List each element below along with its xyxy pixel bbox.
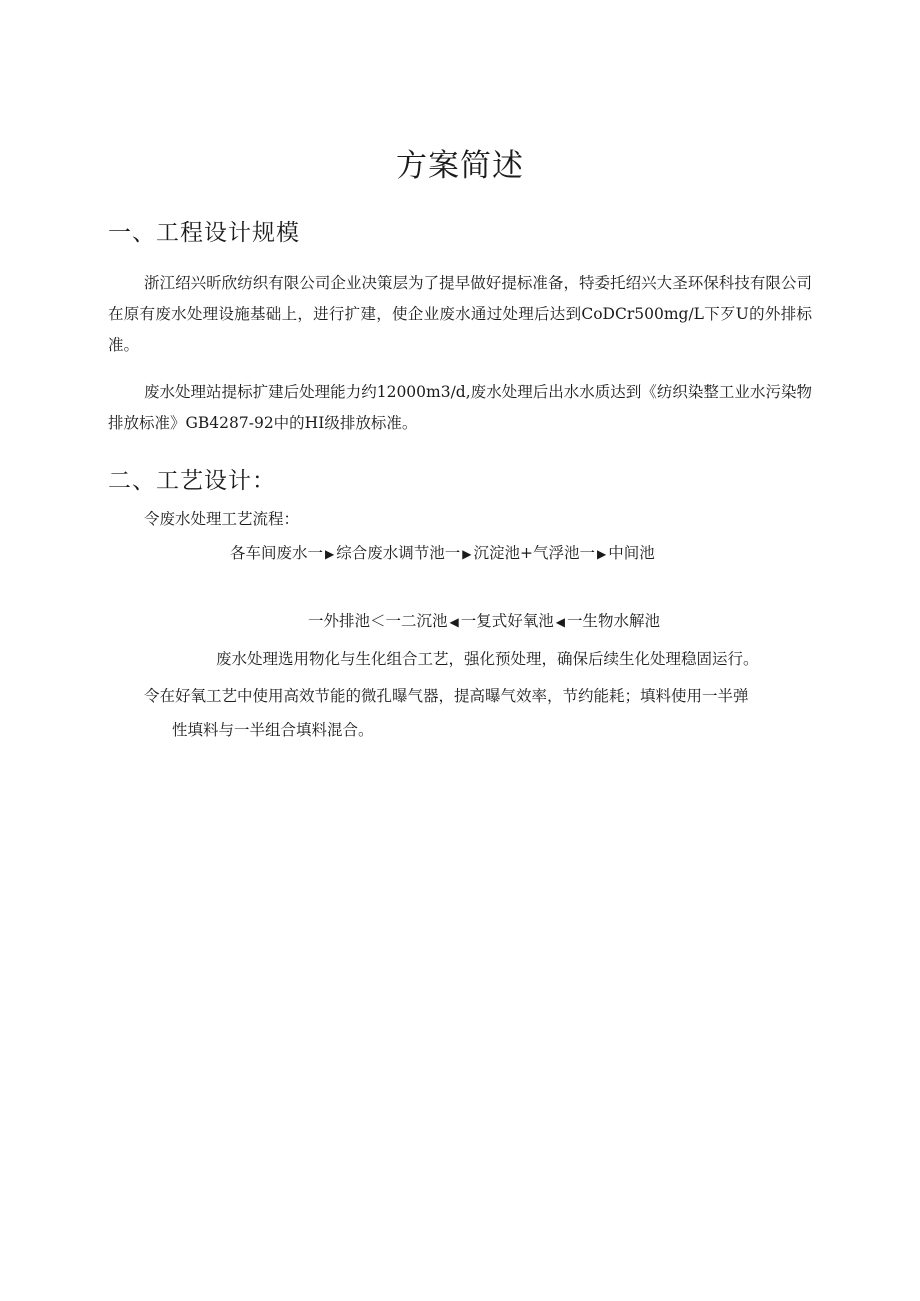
arrow-right-icon: ▶ — [597, 547, 607, 561]
process-note-combined: 废水处理选用物化与生化组合工艺，强化预处理，确保后续生化处理稳固运行。 — [216, 650, 759, 668]
process-flow-row-forward — [230, 541, 655, 563]
arrow-right-icon: ▶ — [462, 547, 472, 561]
flow-step: 各车间废水一 — [230, 544, 324, 562]
paragraph-project-background: 浙江绍兴昕欣纺织有限公司企业决策层为了提早做好提标准备，特委托绍兴大圣环保科技有限公司在原有废水处理设施基础上，进行扩建，使企业废水通过处理后达到CoDCr500mg∕L下歹U的外排标准。 — [108, 274, 812, 354]
flow-step: 中间池 — [608, 544, 655, 562]
flow-step: 综合废水调节池一 — [336, 544, 461, 562]
paragraph-capacity-standard: 废水处理站提标扩建后处理能力约12000m3∕d,废水处理后出水水质达到《纺织染整工业水污染物排放标准》GB4287-92中的HI级排放标准。 — [108, 383, 812, 432]
section-heading-scale: 一、工程设计规模 — [108, 220, 300, 246]
page-title: 方案简述 — [396, 148, 524, 184]
process-note-aeration-continued: 性填料与一半组合填料混合。 — [172, 721, 374, 739]
arrow-left-icon: ◀ — [449, 615, 459, 629]
process-flow-intro: 令废水处理工艺流程： — [144, 510, 300, 528]
arrow-left-icon: ◀ — [555, 615, 565, 629]
arrow-right-icon: ▶ — [325, 547, 335, 561]
section-heading-process: 二、工艺设计： — [108, 468, 276, 494]
flow-step: 一复式好氧池 — [460, 612, 554, 630]
flow-step: 一外排池＜一二沉池 — [308, 612, 448, 630]
process-flow-row-return — [308, 609, 660, 631]
process-note-aeration: 令在好氧工艺中使用高效节能的微孔曝气器，提高曝气效率，节约能耗；填料使用一半弹 — [144, 687, 749, 705]
flow-step: 沉淀池+气浮池一 — [473, 544, 595, 562]
flow-step: 一生物水解池 — [567, 612, 661, 630]
